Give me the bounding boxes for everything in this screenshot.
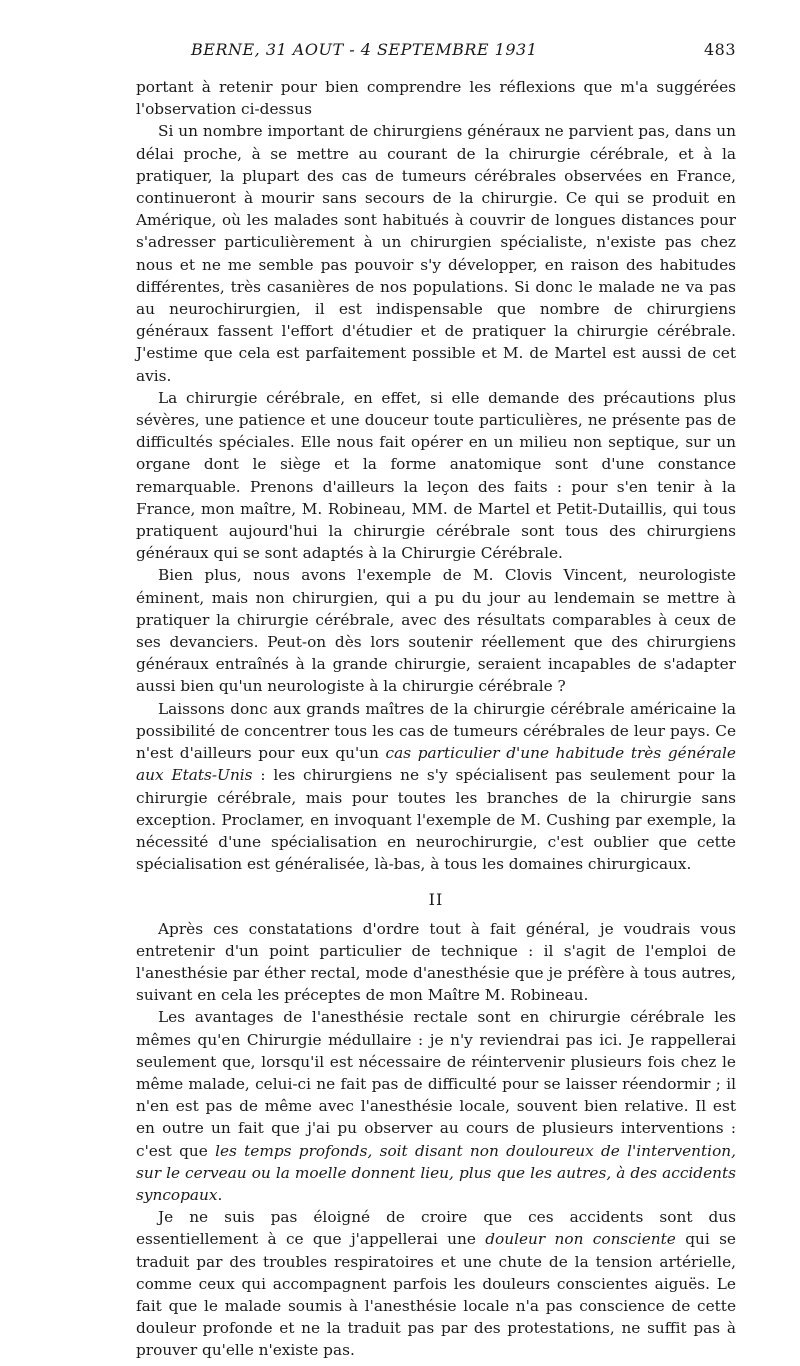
- paragraph-emphasis: douleur non consciente: [485, 1230, 676, 1249]
- paragraph-text: Je ne suis pas éloigné de croire que ces accidents sont dus essentiellement à ce que j'appellerai une: [136, 1208, 736, 1249]
- paragraph: Si un nombre important de chirurgiens généraux ne parvient pas, dans un délai proche, à se mettre au courant de la chirurgie cérébrale, et à la pratiquer, la plupart des cas de tumeurs cérébrales observées en France, continueront à mourir sans secours de la chirurgie. Ce qui se produit en Amérique, où les malades sont habitués à couvrir de longues distances pour s'adresser particulièrement à un chirurgien spécialiste, n'existe pas chez nous et ne me semble pas pouvoir s'y développer, en raison des habitudes différentes, très casanières de nos populations. Si donc le malade ne va pas au neurochirurgien, il est indispensable que nombre de chirurgiens généraux fassent l'effort d'étudier et de pratiquer la chirurgie cérébrale. J'estime que cela est parfaitement possible et M. de Martel est aussi de cet avis.: [136, 122, 736, 385]
- paragraph-text: qui se traduit par des troubles respiratoires et une chute de la tension artérielle, comme ceux qui accompagnent parfois les douleurs conscientes aiguës. Le fait que le malade soumis à l'anesthésie locale n'a pas conscience de cette douleur profonde et ne la traduit pas par des protestations, ne suffit pas à prouver qu'elle n'existe pas.: [136, 1230, 736, 1360]
- paragraph-text: .: [217, 1185, 223, 1204]
- paragraph-text: : les chirurgiens ne s'y spécialisent pas seulement pour la chirurgie cérébrale, mais pour toutes les branches de la chirurgie sans exception. Proclamer, en invoquant l'exemple de M. Cushing par exemple, la nécessité d'une spécialisation en neurochirurgie, c'est oublier que cette spécialisation est généralisée, là-bas, à tous les domaines chirurgicaux.: [136, 766, 737, 874]
- paragraph-text: Laissons donc aux grands maîtres de la chirurgie cérébrale américaine la possibilité de concentrer tous les cas de tumeurs cérébrales de leur pays. Ce n'est d'ailleurs pour eux qu'un: [136, 699, 736, 763]
- section-heading: II: [428, 890, 444, 910]
- page-header: [136, 40, 736, 62]
- paragraph-text: Les avantages de l'anesthésie rectale sont en chirurgie cérébrale les mêmes qu'en Chirurgie médullaire : je n'y reviendrai pas ici. Je rappellerai seulement que, lorsqu'il est nécessaire de réintervenir plusieurs fois chez le même malade, celui-ci ne fait pas de difficulté pour se laisser réendormir ; il n'en est pas de même avec l'anesthésie locale, souvent bien relative. Il est en outre un fait que j'ai pu observer au cours de plusieurs interventions : c'est que: [136, 1008, 736, 1160]
- paragraph: La chirurgie cérébrale, en effet, si elle demande des précautions plus sévères, une patience et une douceur toute particulières, ne présente pas de difficultés spéciales. Elle nous fait opérer en un milieu non septique, sur un organe dont le siège et la forme anatomique sont d'une constance remarquable. Prenons d'ailleurs la leçon des faits : pour s'en tenir à la France, mon maître, M. Robineau, MM. de Martel et Petit-Dutaillis, qui tous pratiquent aujourd'hui la chirurgie cérébrale sont tous des chirurgiens généraux qui se sont adaptés à la Chirurgie Cérébrale.: [136, 388, 736, 563]
- paragraph: portant à retenir pour bien comprendre les réflexions que m'a suggérées l'observation ci-dessus: [136, 78, 736, 119]
- body-text: [136, 76, 736, 1362]
- paragraph: Après ces constatations d'ordre tout à fait général, je voudrais vous entretenir d'un point particulier de technique : il s'agit de l'emploi de l'anesthésie par éther rectal, mode d'anesthésie que je préfère à tous autres, suivant en cela les préceptes de mon Maître M. Robineau.: [136, 919, 736, 1005]
- paragraph: [136, 1006, 736, 1206]
- page-number: 483: [703, 40, 736, 59]
- paragraph-emphasis: cas particulier d'une habitude très générale aux Etats-Unis: [136, 744, 736, 785]
- paragraph: [136, 1206, 736, 1361]
- paragraph: [136, 698, 736, 876]
- running-title: BERNE, 31 AOUT - 4 SEPTEMBRE 1931: [191, 40, 538, 59]
- paragraph-emphasis: les temps profonds, soit disant non douloureux de l'intervention, sur le cerveau ou la moelle donnent lieu, plus que les autres, à des accidents syncopaux: [136, 1141, 736, 1204]
- paragraph: Bien plus, nous avons l'exemple de M. Clovis Vincent, neurologiste éminent, mais non chirurgien, qui a pu du jour au lendemain se mettre à pratiquer la chirurgie cérébrale, avec des résultats comparables à ceux de ses devanciers. Peut-on dès lors soutenir réellement que des chirurgiens généraux entraînés à la grande chirurgie, seraient incapables de s'adapter aussi bien qu'un neurologiste à la chirurgie cérébrale ?: [136, 566, 736, 696]
